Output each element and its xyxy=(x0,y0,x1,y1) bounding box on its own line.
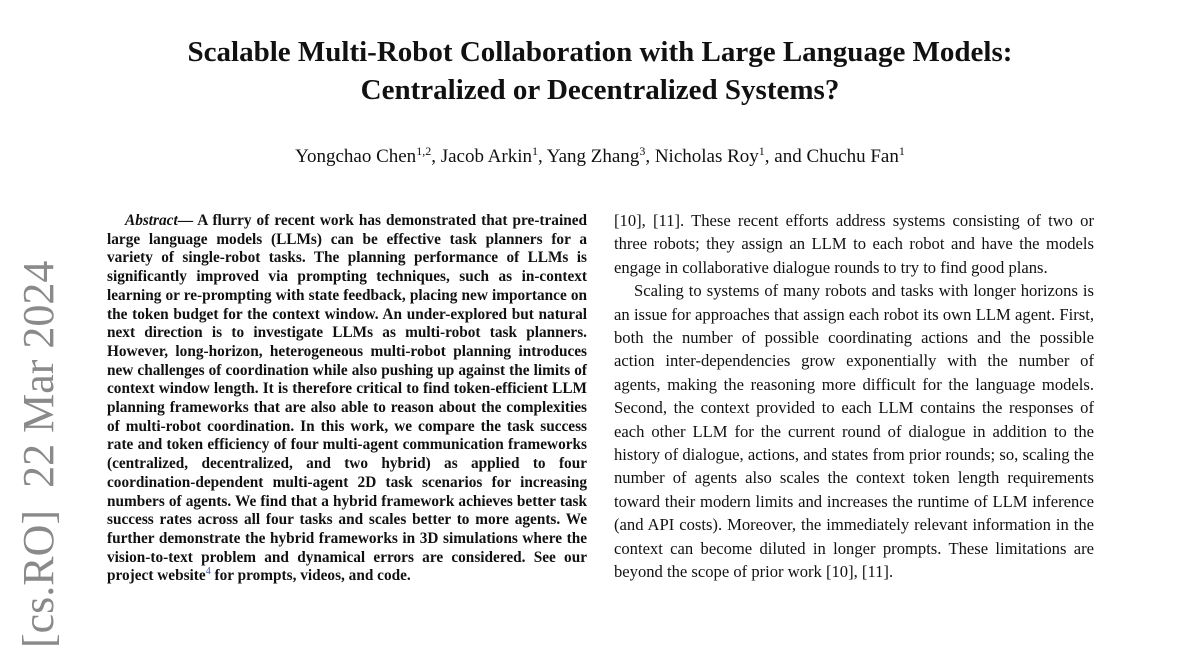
author-separator: , xyxy=(431,146,441,167)
author-list xyxy=(100,145,1100,169)
paper-title xyxy=(100,33,1100,109)
author-affiliation: 1 xyxy=(758,144,765,158)
author-name: Yongchao Chen xyxy=(295,146,417,167)
abstract-lead: Abstract xyxy=(125,212,178,229)
body-paragraph: [10], [11]. These recent efforts address systems consisting of two or three robots; they assign an LLM to each robot and have the models engage in collaborative dialogue rounds to try to find good plans. xyxy=(614,211,1094,277)
author-name: Nicholas Roy xyxy=(654,146,759,167)
author-separator: , xyxy=(645,146,655,167)
footnote-link[interactable]: 4 xyxy=(205,566,211,578)
arxiv-stamp xyxy=(15,261,63,648)
title-line-1: Scalable Multi-Robot Collaboration with Large Language Models: xyxy=(187,36,1013,68)
author-separator: , xyxy=(537,146,547,167)
author-name: Jacob Arkin xyxy=(440,146,532,167)
author-affiliation: 1,2 xyxy=(416,144,432,158)
abstract-tail: for prompts, videos, and code. xyxy=(210,567,411,585)
body-column-right xyxy=(614,209,1094,584)
author-affiliation: 1 xyxy=(898,144,905,158)
author-name: Chuchu Fan xyxy=(806,146,899,167)
author-name: Yang Zhang xyxy=(546,146,640,167)
author-joiner: , and xyxy=(764,146,807,167)
author-affiliation: 1 xyxy=(531,144,538,158)
body-paragraph: Scaling to systems of many robots and tasks with longer horizons is an issue for approaches that assign each robot its own LLM agent. First, both the number of possible coordinating actions and the possible action inter-dependencies grow exponentially with the number of agents, making the reasoning more difficult for the language models. Second, the context provided to each LLM contains the responses of each other LLM for the current round of dialogue in addition to the history of dialogue, actions, and states from prior rounds; so, scaling the number of agents also scales the context token length requirements toward their modern limits and increases the runtime of LLM inference (and API costs). Moreover, the immediately relevant information in the context can become diluted in longer prompts. These limitations are beyond the scope of prior work [10], [11]. xyxy=(614,281,1094,582)
abstract xyxy=(107,212,587,586)
abstract-text: A flurry of recent work has demonstrated that pre-trained large language models (LLMs) can be effective task planners for a variety of single-robot tasks. The planning performance of LLMs is significantly improved via prompting techniques, such as in-context learning or re-prompting with state feedback, placing new importance on the token budget for the context window. An under-explored but natural next direction is to investigate LLMs as multi-robot task planners. However, long-horizon, heterogeneous multi-robot planning introduces new challenges of coordination while also pushing up against the limits of context window length. It is therefore critical to find token-efficient LLM planning frameworks that are also able to reason about the complexities of multi-robot coordination. In this work, we compare the task success rate and token efficiency of four multi-agent communication frameworks (centralized, decentralized, and two hybrid) as applied to four coordination-dependent multi-agent 2D task scenarios for increasing numbers of agents. We find that a hybrid framework achieves better task success rates across all four tasks and scales better to more agents. We further demonstrate the hybrid frameworks in 3D simulations where the vision-to-text problem and dynamical errors are considered. See our project website xyxy=(107,212,588,585)
arxiv-category: [cs.RO] xyxy=(14,509,63,648)
arxiv-date: 22 Mar 2024 xyxy=(14,260,63,488)
title-line-2: Centralized or Decentralized Systems? xyxy=(360,74,840,106)
author-affiliation: 3 xyxy=(639,144,646,158)
abstract-dash: — xyxy=(177,212,198,229)
